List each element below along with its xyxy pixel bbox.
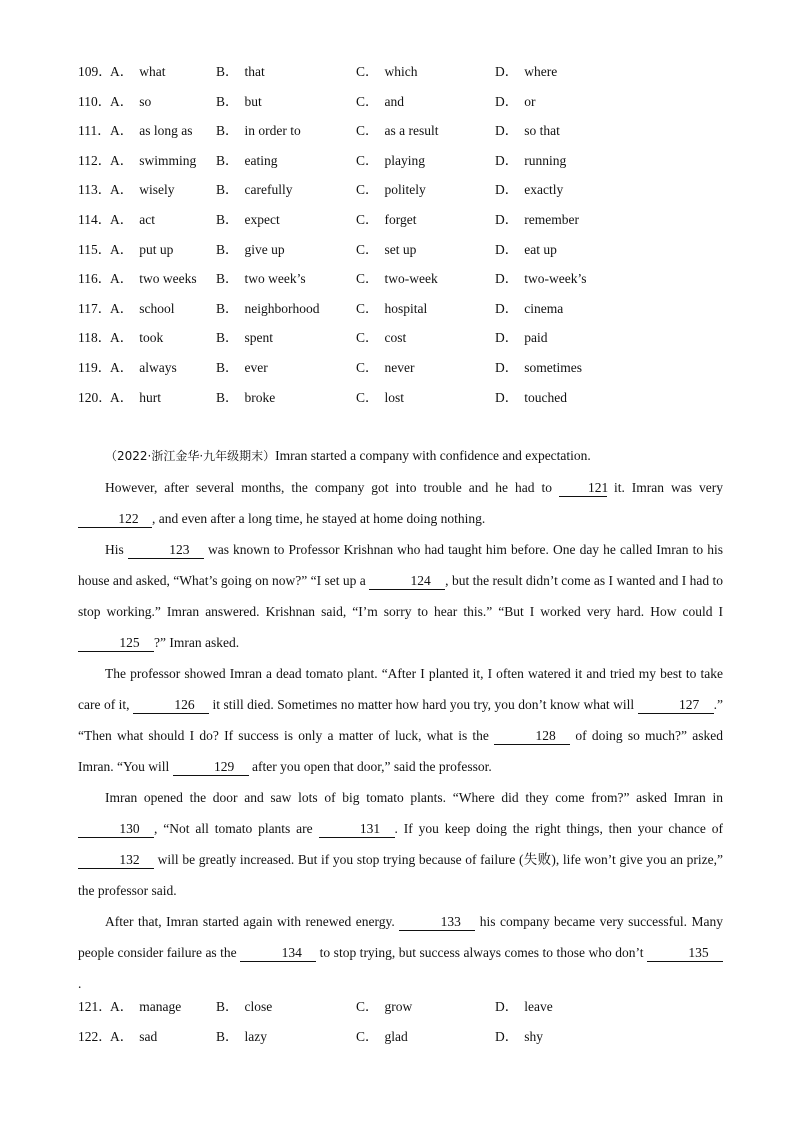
option-text: two weeks — [139, 271, 197, 287]
passage-paragraph-6 — [78, 906, 723, 999]
option-letter: C． — [356, 212, 379, 227]
passage-paragraph-1 — [78, 440, 723, 472]
option-letter: D． — [495, 182, 519, 198]
question-number: 109． — [78, 64, 112, 79]
option-text: neighborhood — [244, 300, 320, 316]
option-text: and — [384, 93, 405, 109]
option-c — [356, 328, 406, 348]
option-letter: A． — [110, 241, 134, 257]
option-d — [495, 328, 548, 348]
option-text: in order to — [244, 123, 301, 139]
option-text: give up — [244, 241, 285, 257]
option-letter: A． — [110, 300, 134, 316]
option-text: so — [139, 93, 152, 109]
option-letter: C． — [356, 360, 379, 375]
passage-text: of doing so much?” asked Imran. “You will — [78, 728, 724, 774]
option-letter: D． — [495, 271, 519, 287]
option-letter: B． — [216, 300, 239, 316]
option-letter: B． — [216, 360, 239, 375]
option-letter: A． — [110, 330, 134, 346]
option-text: that — [244, 64, 265, 79]
option-a — [110, 269, 197, 289]
option-letter: C． — [356, 271, 379, 287]
blank-128: 128 — [494, 728, 570, 745]
option-c — [356, 240, 416, 260]
option-b — [216, 1027, 267, 1047]
option-a — [110, 997, 181, 1017]
blank-133: 133 — [399, 914, 475, 931]
option-text: spent — [244, 330, 274, 346]
option-b — [216, 299, 320, 319]
option-b — [216, 388, 275, 408]
option-a — [110, 299, 175, 319]
option-a — [110, 121, 193, 141]
option-text: close — [244, 999, 273, 1014]
option-d — [495, 210, 579, 230]
option-letter: A． — [110, 212, 134, 227]
option-letter: C． — [356, 999, 379, 1014]
passage-paragraph-5 — [78, 782, 723, 906]
option-letter: D． — [495, 212, 519, 227]
passage-text: Imran started a company with confidence and expectation. — [275, 448, 591, 463]
option-letter: B． — [216, 182, 239, 198]
passage-text: , but the result didn’t come as I wanted and I had to stop working.” Imran answered. Krishnan said, “I’m sorry to hear this.” “But I worked very hard. How could I — [78, 573, 723, 619]
option-text: hospital — [384, 300, 428, 316]
option-a — [110, 1027, 157, 1047]
option-letter: D． — [495, 152, 519, 168]
option-text: act — [139, 212, 155, 227]
option-a — [110, 62, 166, 82]
option-c — [356, 92, 404, 112]
option-letter: A． — [110, 182, 134, 198]
option-text: took — [139, 330, 164, 346]
option-letter: B． — [216, 64, 239, 79]
option-letter: B． — [216, 241, 239, 257]
option-letter: C． — [356, 182, 379, 198]
option-letter: B． — [216, 330, 239, 346]
option-letter: C． — [356, 123, 379, 139]
option-text: glad — [384, 1028, 408, 1044]
passage-text: After that, Imran started again with renewed energy. — [105, 914, 400, 929]
blank-126: 126 — [133, 697, 209, 714]
option-b — [216, 358, 268, 378]
option-c — [356, 62, 418, 82]
option-text: leave — [524, 999, 553, 1014]
blank-121: 121 — [559, 480, 607, 497]
passage-paragraph-2 — [78, 472, 723, 534]
passage-text: it. Imran was very — [606, 480, 724, 495]
option-text: broke — [244, 389, 276, 405]
option-d — [495, 358, 582, 378]
option-c — [356, 180, 426, 200]
question-number: 122． — [78, 1028, 112, 1044]
passage-text: His — [105, 542, 128, 557]
option-text: paid — [524, 330, 548, 346]
option-letter: B． — [216, 152, 239, 168]
blank-125: 125 — [78, 635, 154, 652]
option-a — [110, 358, 177, 378]
question-number: 117． — [78, 300, 112, 316]
question-number: 118． — [78, 330, 112, 346]
option-text: what — [139, 64, 166, 79]
option-letter: D． — [495, 241, 519, 257]
option-text: or — [524, 93, 536, 109]
option-letter: A． — [110, 389, 134, 405]
option-d — [495, 299, 563, 319]
question-number: 115． — [78, 241, 112, 257]
option-text: two-week — [384, 271, 438, 287]
option-letter: C． — [356, 241, 379, 257]
option-text: ever — [244, 360, 268, 375]
option-text: put up — [139, 241, 174, 257]
option-letter: A． — [110, 360, 134, 375]
blank-123: 123 — [128, 542, 204, 559]
option-a — [110, 388, 161, 408]
question-number: 112． — [78, 152, 112, 168]
option-text: expect — [244, 212, 280, 227]
option-text: touched — [524, 389, 567, 405]
option-letter: A． — [110, 93, 134, 109]
option-b — [216, 151, 278, 171]
question-number: 119． — [78, 360, 112, 375]
option-letter: C． — [356, 152, 379, 168]
blank-127: 127 — [638, 697, 714, 714]
option-letter: C． — [356, 93, 379, 109]
option-letter: C． — [356, 300, 379, 316]
option-text: cinema — [524, 300, 564, 316]
option-letter: B． — [216, 389, 239, 405]
option-text: never — [384, 360, 415, 375]
option-text: grow — [384, 999, 413, 1014]
source-label: （2022·浙江金华·九年级期末） — [105, 449, 276, 463]
option-text: which — [384, 64, 418, 79]
passage-text: to stop trying, but success always comes to those who don’t — [316, 945, 648, 960]
blank-131: 131 — [319, 821, 395, 838]
option-a — [110, 210, 155, 230]
option-text: so that — [524, 123, 560, 139]
blank-134: 134 — [240, 945, 316, 962]
option-c — [356, 269, 438, 289]
question-number: 113． — [78, 182, 112, 198]
option-text: two-week’s — [524, 271, 587, 287]
option-text: remember — [524, 212, 579, 227]
option-letter: B． — [216, 999, 239, 1014]
option-text: sad — [139, 1028, 158, 1044]
option-c — [356, 121, 439, 141]
option-letter: D． — [495, 64, 519, 79]
passage-text: , and even after a long time, he stayed at home doing nothing. — [152, 511, 486, 526]
option-letter: D． — [495, 389, 519, 405]
option-text: where — [524, 64, 558, 79]
blank-135: 135 — [647, 945, 723, 962]
option-text: sometimes — [524, 360, 582, 375]
option-a — [110, 180, 175, 200]
option-c — [356, 210, 417, 230]
passage-text: However, after several months, the company got into trouble and he had to — [105, 480, 559, 495]
option-letter: D． — [495, 123, 519, 139]
option-text: exactly — [524, 182, 564, 198]
option-a — [110, 240, 173, 260]
question-number: 110． — [78, 93, 112, 109]
option-letter: B． — [216, 271, 239, 287]
passage-text: after you open that door,” said the professor. — [248, 759, 492, 774]
option-b — [216, 92, 262, 112]
passage-text: , “Not all tomato plants are — [154, 821, 319, 836]
option-text: lazy — [244, 1028, 268, 1044]
cloze-passage — [78, 440, 723, 999]
option-letter: C． — [356, 64, 379, 79]
option-letter: B． — [216, 1028, 239, 1044]
option-letter: C． — [356, 389, 379, 405]
option-text: set up — [384, 241, 417, 257]
option-text: cost — [384, 330, 407, 346]
option-a — [110, 151, 196, 171]
question-number: 114． — [78, 212, 112, 227]
option-a — [110, 92, 151, 112]
question-number: 121． — [78, 999, 112, 1014]
blank-132: 132 — [78, 852, 154, 869]
option-c — [356, 388, 404, 408]
option-text: carefully — [244, 182, 293, 198]
option-letter: D． — [495, 1028, 519, 1044]
option-b — [216, 997, 272, 1017]
option-text: two week’s — [244, 271, 306, 287]
option-text: as long as — [139, 123, 193, 139]
passage-text: . If you keep doing the right things, then your chance of — [394, 821, 723, 836]
option-letter: D． — [495, 330, 519, 346]
option-letter: D． — [495, 999, 519, 1014]
option-text: swimming — [139, 152, 197, 168]
passage-text: it still died. Sometimes no matter how hard you try, you don’t know what will — [209, 697, 638, 712]
option-letter: D． — [495, 300, 519, 316]
passage-text: . — [78, 976, 82, 991]
option-text: school — [139, 300, 175, 316]
option-letter: D． — [495, 360, 519, 375]
passage-text: his company became very successful. Many people consider failure as the — [78, 914, 723, 960]
option-text: as a result — [384, 123, 439, 139]
option-b — [216, 121, 301, 141]
passage-text: .” “Then what should I do? If success is only a matter of luck, what is the — [78, 697, 723, 743]
option-text: forget — [384, 212, 417, 227]
passage-text: ?” Imran asked. — [154, 635, 240, 650]
option-letter: A． — [110, 152, 134, 168]
blank-130: 130 — [78, 821, 154, 838]
option-c — [356, 358, 415, 378]
option-d — [495, 1027, 543, 1047]
option-text: wisely — [139, 182, 175, 198]
option-text: politely — [384, 182, 426, 198]
question-number: 116． — [78, 271, 112, 287]
passage-text: Imran opened the door and saw lots of big tomato plants. “Where did they come from?” asked Imran in — [105, 790, 723, 805]
option-text: but — [244, 93, 262, 109]
option-d — [495, 997, 553, 1017]
option-letter: A． — [110, 1028, 134, 1044]
option-letter: B． — [216, 93, 239, 109]
option-letter: A． — [110, 123, 134, 139]
option-letter: B． — [216, 123, 239, 139]
option-text: lost — [384, 389, 405, 405]
option-text: eating — [244, 152, 278, 168]
passage-paragraph-3 — [78, 534, 723, 658]
option-letter: A． — [110, 999, 134, 1014]
option-text: hurt — [139, 389, 161, 405]
option-c — [356, 1027, 408, 1047]
option-c — [356, 299, 427, 319]
option-d — [495, 180, 563, 200]
option-letter: C． — [356, 1028, 379, 1044]
option-letter: D． — [495, 93, 519, 109]
option-b — [216, 328, 273, 348]
option-text: running — [524, 152, 567, 168]
option-b — [216, 269, 306, 289]
option-d — [495, 92, 536, 112]
option-b — [216, 210, 280, 230]
option-letter: A． — [110, 64, 134, 79]
option-letter: C． — [356, 330, 379, 346]
question-number: 120． — [78, 389, 112, 405]
option-c — [356, 997, 412, 1017]
passage-text: will be greatly increased. But if you stop trying because of failure (失败), life won’t give you an prize,” the professor said. — [78, 852, 723, 898]
option-b — [216, 180, 292, 200]
option-letter: B． — [216, 212, 239, 227]
passage-text: The professor showed Imran a dead tomato plant. “After I planted it, I often watered it and tried my best to take care of it, — [78, 666, 723, 712]
passage-text: was known to Professor Krishnan who had taught him before. One day he called Imran to his house and asked, “What’s going on now?” “I set up a — [78, 542, 723, 588]
option-d — [495, 62, 557, 82]
option-text: shy — [524, 1028, 544, 1044]
option-d — [495, 388, 567, 408]
option-letter: A． — [110, 271, 134, 287]
option-d — [495, 121, 560, 141]
option-text: always — [139, 360, 177, 375]
option-a — [110, 328, 163, 348]
question-number: 111． — [78, 123, 111, 139]
option-text: playing — [384, 152, 426, 168]
blank-129: 129 — [173, 759, 249, 776]
option-d — [495, 240, 557, 260]
option-text: eat up — [524, 241, 557, 257]
option-b — [216, 240, 285, 260]
option-c — [356, 151, 425, 171]
option-d — [495, 269, 586, 289]
passage-paragraph-4 — [78, 658, 723, 782]
option-b — [216, 62, 265, 82]
option-text: manage — [139, 999, 182, 1014]
blank-124: 124 — [369, 573, 445, 590]
blank-122: 122 — [78, 511, 152, 528]
option-d — [495, 151, 566, 171]
